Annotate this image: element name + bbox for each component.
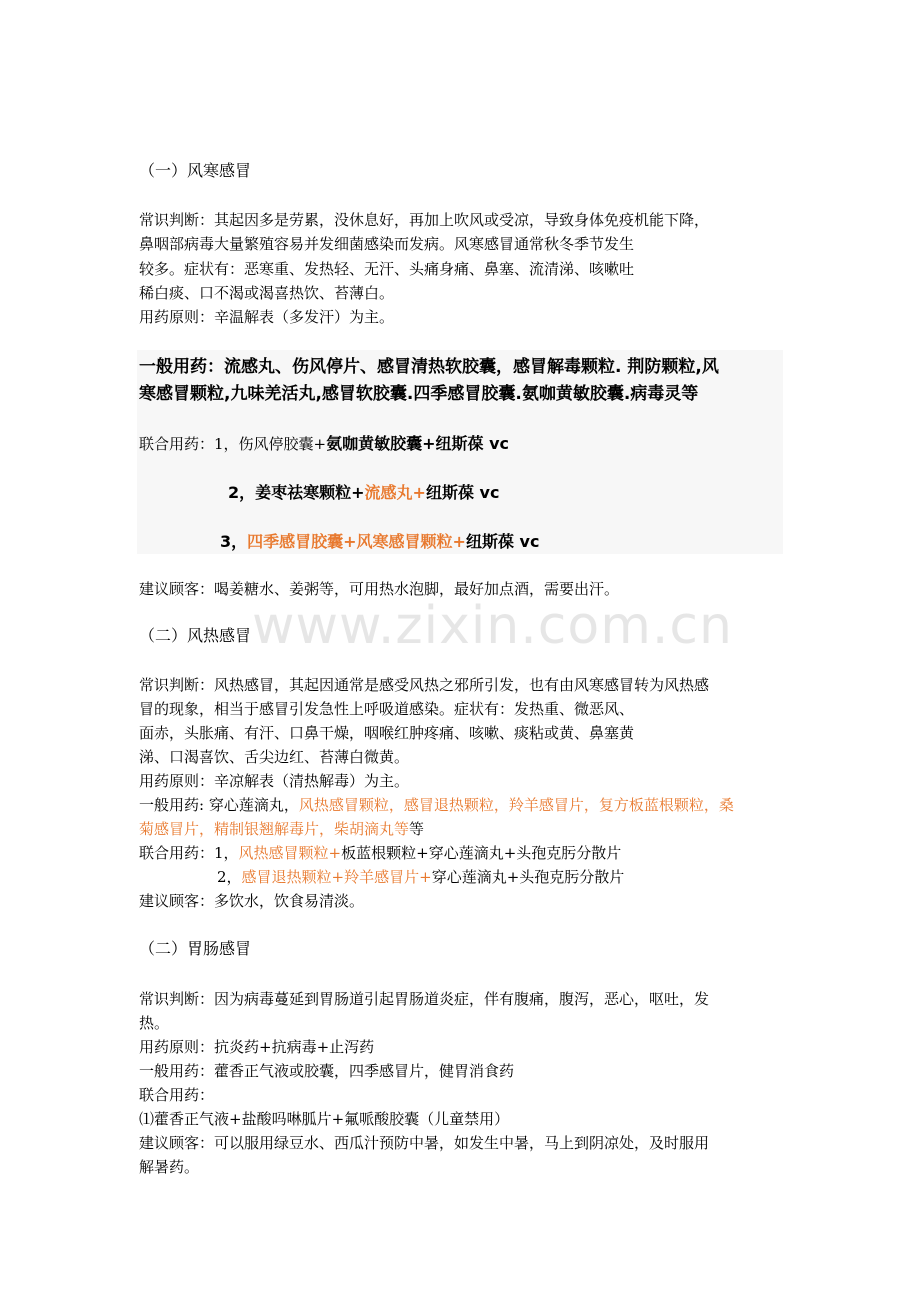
- combination-highlight: 四季感冒胶囊+风寒感冒颗粒+: [247, 532, 466, 551]
- medication-highlight: 风热感冒颗粒，感冒退热颗粒，羚羊感冒片，复方板蓝根颗粒，桑: [298, 796, 734, 814]
- combination-line-2: [228, 482, 499, 504]
- paragraph-line: 面赤，头胀痛、有汗、口鼻干燥，咽喉红肿疼痛、咳嗽、痰粘或黄、鼻塞黄: [139, 724, 635, 742]
- combination-text: 板蓝根颗粒+穿心莲滴丸+头孢克肟分散片: [341, 844, 622, 862]
- medication-text: 等: [409, 820, 425, 838]
- paragraph-line: 常识判断：因为病毒蔓延到胃肠道引起胃肠道炎症，伴有腹痛，腹泻，恶心，呕吐，发: [139, 990, 710, 1008]
- paragraph-line: 用药原则：辛温解表（多发汗）为主。: [139, 308, 395, 326]
- paragraph-line: 常识判断：风热感冒，其起因通常是感受风热之邪所引发，也有由风寒感冒转为风热感: [139, 676, 710, 694]
- medication-text: 一般用药: 穿心莲滴丸，: [139, 796, 299, 814]
- combination-text: 2，姜枣祛寒颗粒+: [228, 483, 365, 502]
- combination-highlight: 感冒退热颗粒+羚羊感冒片+: [241, 868, 432, 886]
- combination-highlight: 流感丸+: [364, 483, 426, 502]
- medication-highlight: 菊感冒片，精制银翘解毒片，柴胡滴丸等: [139, 820, 410, 838]
- general-medication-line: [139, 818, 424, 840]
- paragraph-line: 热。: [139, 1014, 170, 1032]
- paragraph-line: 建议顾客：可以服用绿豆水、西瓜汁预防中暑，如发生中暑，马上到阴凉处，及时服用: [139, 1134, 710, 1152]
- paragraph-line: 鼻咽部病毒大量繁殖容易并发细菌感染而发病。风寒感冒通常秋冬季节发生: [139, 235, 635, 253]
- combination-text: 穿心莲滴丸+头孢克肟分散片: [431, 868, 625, 886]
- combination-line-1: [139, 842, 621, 864]
- combination-line-1: [139, 433, 509, 455]
- combination-text: 联合用药：1，: [139, 844, 239, 862]
- combination-text: 纽斯葆 vc: [425, 483, 500, 502]
- combination-line-3: [220, 531, 539, 553]
- combination-text: 氨咖黄敏胶囊+纽斯葆 vc: [326, 434, 510, 453]
- combination-line-2: [217, 866, 624, 888]
- paragraph-line: 稀白痰、口不渴或渴喜热饮、苔薄白。: [139, 284, 395, 302]
- general-medication-line: 一般用药：流感丸、伤风停片、感冒清热软胶囊，感冒解毒颗粒. 荆防颗粒,风: [139, 357, 719, 377]
- advice-line: 建议顾客：多饮水，饮食易清淡。: [139, 892, 365, 910]
- advice-line: 建议顾客：喝姜糖水、姜粥等，可用热水泡脚，最好加点酒，需要出汗。: [139, 580, 620, 598]
- paragraph-line: 常识判断：其起因多是劳累，没休息好，再加上吹风或受凉，导致身体免疫机能下降，: [139, 211, 710, 229]
- general-medication-line: [139, 794, 734, 816]
- section-title-gastro: （二）胃肠感冒: [139, 939, 252, 958]
- combination-text: 3，: [220, 532, 248, 551]
- paragraph-line: 涕、口渴喜饮、舌尖边红、苔薄白微黄。: [139, 748, 410, 766]
- paragraph-line: 冒的现象，相当于感冒引发急性上呼吸道感染。症状有：发热重、微恶风、: [139, 700, 635, 718]
- combination-text: 联合用药：1，伤风停胶囊+: [139, 435, 327, 453]
- watermark: www.zixin.com.cn: [252, 596, 733, 656]
- paragraph-line: 较多。症状有：恶寒重、发热轻、无汗、头痛身痛、鼻塞、流清涕、咳嗽吐: [139, 260, 635, 278]
- combination-text: 2，: [217, 868, 242, 886]
- paragraph-line: 一般用药：藿香正气液或胶囊，四季感冒片，健胃消食药: [139, 1062, 515, 1080]
- combination-highlight: 风热感冒颗粒+: [238, 844, 342, 862]
- paragraph-line: 用药原则：抗炎药+抗病毒+止泻药: [139, 1038, 375, 1056]
- section-title-wind-cold: （一）风寒感冒: [139, 161, 252, 180]
- paragraph-line: 用药原则：辛凉解表（清热解毒）为主。: [139, 772, 410, 790]
- paragraph-line: 解暑药。: [139, 1158, 200, 1176]
- paragraph-line: ⑴藿香正气液+盐酸吗啉胍片+氟哌酸胶囊（儿童禁用）: [139, 1110, 510, 1128]
- general-medication-line: 寒感冒颗粒,九味羌活丸,感冒软胶囊.四季感冒胶囊.氨咖黄敏胶囊.病毒灵等: [139, 384, 699, 404]
- combination-text: 纽斯葆 vc: [465, 532, 540, 551]
- section-title-wind-heat: （二）风热感冒: [139, 626, 252, 645]
- paragraph-line: 联合用药：: [139, 1086, 215, 1104]
